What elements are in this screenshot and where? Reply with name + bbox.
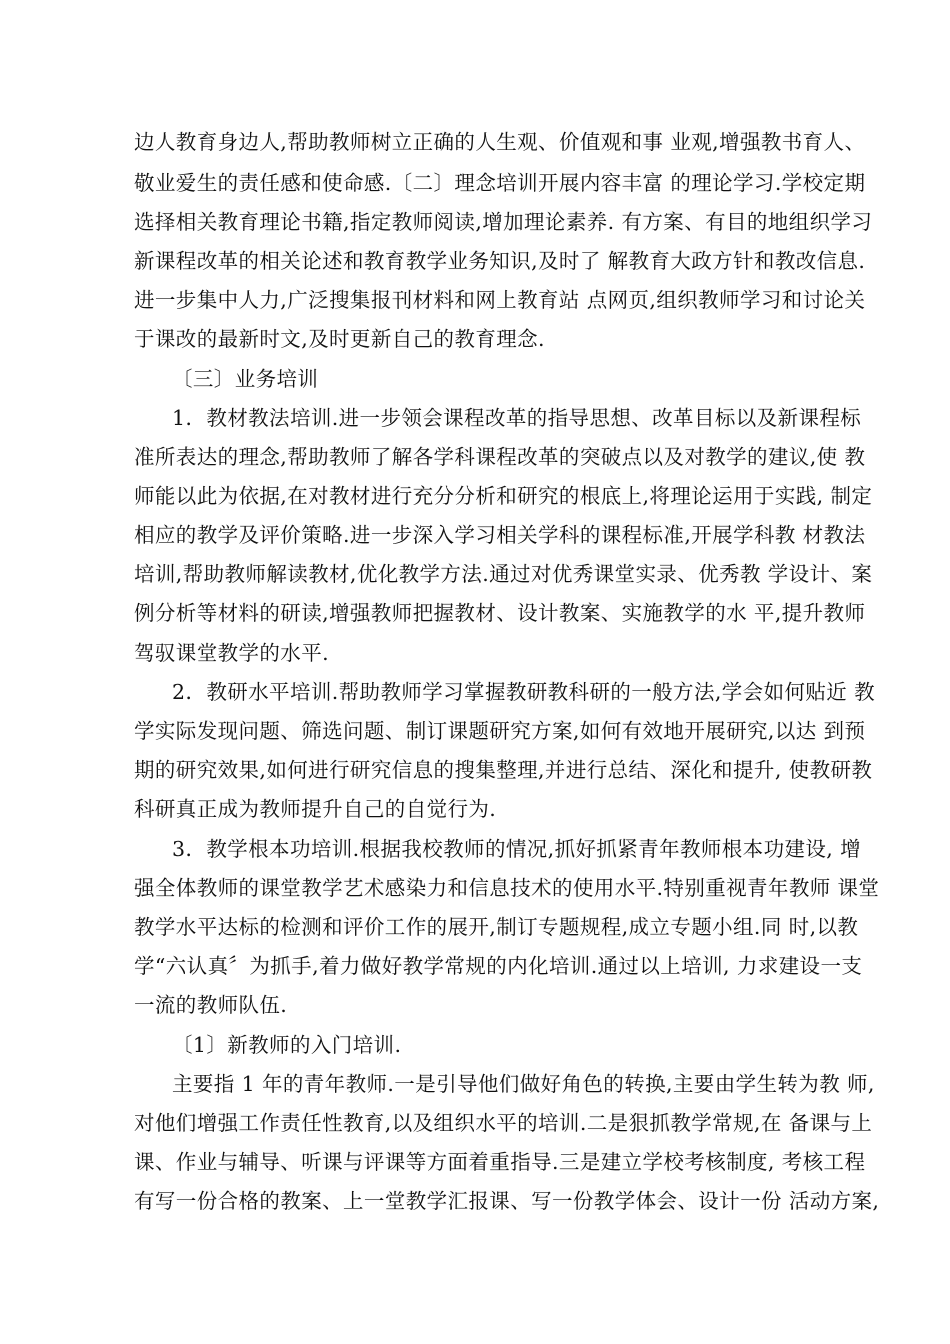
text-line: 对他们增强工作责任性教育,以及组织水平的培训.二是狠抓教学常规,在 备课与上 (134, 1111, 873, 1135)
text-line: 师能以此为依据,在对教材进行充分分析和研究的根底上,将理论运用于实践, 制定 (134, 484, 873, 508)
text-line: 有写一份合格的教案、上一堂教学汇报课、写一份教学体会、设计一份 活动方案, (134, 1189, 880, 1213)
text-line: 驾驭课堂教学的水平. (134, 641, 330, 665)
text-line: 边人教育身边人,帮助教师树立正确的人生观、价值观和事 业观,增强教书育人、 (134, 130, 866, 154)
text-line: 选择相关教育理论书籍,指定教师阅读,增加理论素养. 有方案、有目的地组织学习 (134, 210, 873, 234)
text-line: 敬业爱生的责任感和使命感.〔二〕理念培训开展内容丰富 的理论学习.学校定期 (134, 171, 866, 195)
text-line: 强全体教师的课堂教学艺术感染力和信息技术的使用水平.特别重视青年教师 课堂 (134, 876, 880, 900)
subsection-heading: 〔1〕新教师的入门培训. (172, 1033, 402, 1057)
text-line: 主要指 1 年的青年教师.一是引导他们做好角色的转换,主要由学生转为教 师, (172, 1072, 875, 1096)
text-line: 课、作业与辅导、听课与评课等方面着重指导.三是建立学校考核制度, 考核工程 (134, 1150, 866, 1174)
text-line: 相应的教学及评价策略.进一步深入学习相关学科的课程标准,开展学科教 材教法 (134, 523, 866, 547)
text-line: 期的研究效果,如何进行研究信息的搜集整理,并进行总结、深化和提升, 使教研教 (134, 758, 873, 782)
text-line: 一流的教师队伍. (134, 993, 288, 1017)
text-line: 学实际发现问题、筛选问题、制订课题研究方案,如何有效地开展研究,以达 到预 (134, 719, 866, 743)
text-line: 1．教材教法培训.进一步领会课程改革的指导思想、改革目标以及新课程标 (172, 406, 862, 430)
section-heading: 〔三〕业务培训 (172, 367, 319, 391)
text-line: 培训,帮助教师解读教材,优化教学方法.通过对优秀课堂实录、优秀教 学设计、案 (134, 562, 873, 586)
text-line: 例分析等材料的研读,增强教师把握教材、设计教案、实施教学的水 平,提升教师 (134, 601, 866, 625)
text-line: 科研真正成为教师提升自己的自觉行为. (134, 797, 497, 821)
text-line: 新课程改革的相关论述和教育教学业务知识,及时了 解教育大政方针和教改信息. (134, 249, 866, 273)
text-line: 进一步集中人力,广泛搜集报刊材料和网上教育站 点网页,组织教师学习和讨论关 (134, 288, 866, 312)
text-line: 准所表达的理念,帮助教师了解各学科课程改革的突破点以及对教学的建议,使 教 (134, 445, 866, 469)
text-line: 学“六认真〞为抓手,着力做好教学常规的内化培训.通过以上培训, 力求建设一支 (134, 954, 863, 978)
text-line: 3．教学根本功培训.根据我校教师的情况,抓好抓紧青年教师根本功建设, 增 (172, 837, 862, 861)
text-line: 于课改的最新时文,及时更新自己的教育理念. (134, 327, 545, 351)
text-line: 教学水平达标的检测和评价工作的展开,制订专题规程,成立专题小组.同 时,以教 (134, 915, 859, 939)
text-line: 2．教研水平培训.帮助教师学习掌握教研教科研的一般方法,学会如何贴近 教 (172, 680, 875, 704)
